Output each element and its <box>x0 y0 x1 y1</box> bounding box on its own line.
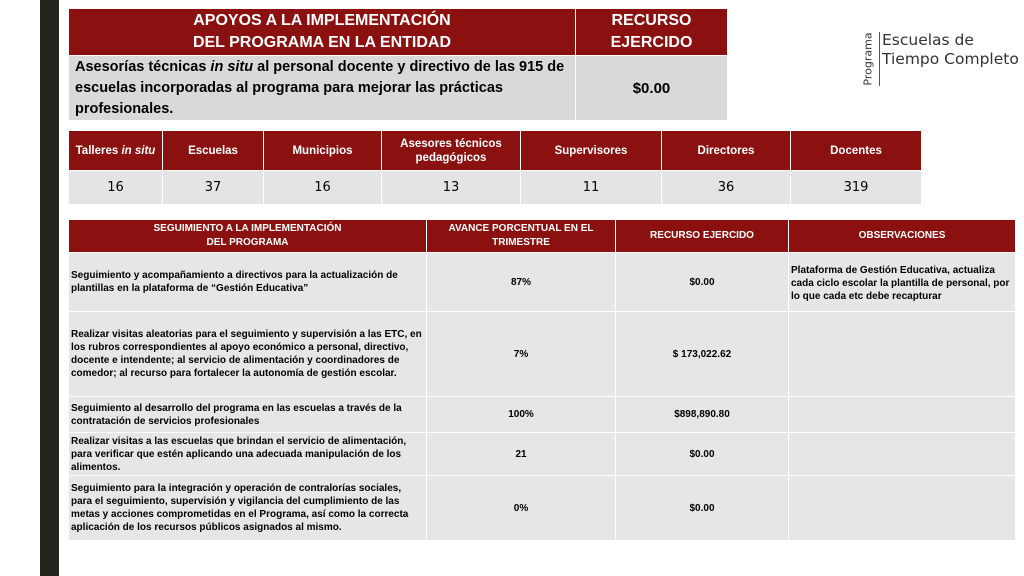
talleres-italic: in situ <box>121 144 156 157</box>
logo-line1: Escuelas de <box>882 31 974 49</box>
row-description: Realizar visitas aleatorias para el seguimiento y supervisión a las ETC, en los rubros correspondientes al apoyo económico a personal, directivo, docente e intendente; al servicio de alimentación y coordinadores de comedor; al recurso para fortalecer la autonomía de gestión escolar. <box>69 312 427 397</box>
row-avance: 100% <box>427 397 616 433</box>
recurso-header <box>576 9 728 56</box>
desc-pre: Asesorías técnicas <box>75 59 211 75</box>
logo-vertical-label <box>858 28 878 90</box>
row-observaciones <box>789 476 1016 541</box>
stats-value-supervisores: 11 <box>521 171 662 205</box>
row-avance: 0% <box>427 476 616 541</box>
row-description: Seguimiento para la integración y operación de contralorías sociales, para el seguimiento, supervisión y vigilancia del cumplimiento de las metas y acciones comprometidas en el Programa, así como la correcta aplicación de los recursos públicos asignados al mismo. <box>69 476 427 541</box>
desc-italic: in situ <box>210 59 254 75</box>
stats-header-escuelas: Escuelas <box>163 131 264 171</box>
table-row <box>69 312 1016 397</box>
stats-header-docentes: Docentes <box>791 131 922 171</box>
seguimiento-table <box>68 219 1016 541</box>
stats-value-escuelas: 37 <box>163 171 264 205</box>
stats-header-directores: Directores <box>662 131 791 171</box>
stats-header-supervisores: Supervisores <box>521 131 662 171</box>
row-observaciones <box>789 312 1016 397</box>
apoyos-table <box>68 8 728 121</box>
stats-value-docentes: 319 <box>791 171 922 205</box>
recurso-header-line2: EJERCIDO <box>610 34 693 51</box>
row-avance: 87% <box>427 253 616 312</box>
program-logo <box>858 28 1018 90</box>
apoyos-amount: $0.00 <box>576 56 728 121</box>
stats-value-asesores: 13 <box>382 171 521 205</box>
row-recurso: $898,890.80 <box>616 397 789 433</box>
logo-line2: Tiempo Completo <box>882 50 1019 68</box>
table-row <box>69 397 1016 433</box>
apoyos-header-line2: DEL PROGRAMA EN LA ENTIDAD <box>192 34 452 51</box>
logo-text <box>882 31 1019 69</box>
row-recurso: $0.00 <box>616 433 789 476</box>
table-row <box>69 476 1016 541</box>
table-row <box>69 433 1016 476</box>
apoyos-description <box>69 56 576 121</box>
row-recurso: $ 173,022.62 <box>616 312 789 397</box>
apoyos-header <box>69 9 576 56</box>
stats-table <box>68 130 922 205</box>
logo-divider <box>879 32 880 86</box>
stats-header-talleres <box>69 131 163 171</box>
stats-value-directores: 36 <box>662 171 791 205</box>
stats-header-municipios: Municipios <box>264 131 382 171</box>
row-observaciones <box>789 433 1016 476</box>
seguimiento-header <box>69 220 427 253</box>
stats-value-talleres: 16 <box>69 171 163 205</box>
recurso-header-line1: RECURSO <box>611 12 692 29</box>
talleres-pre: Talleres <box>75 144 122 157</box>
observaciones-header: OBSERVACIONES <box>789 220 1016 253</box>
seguimiento-header-line2: DEL PROGRAMA <box>206 237 289 248</box>
row-description: Realizar visitas a las escuelas que brindan el servicio de alimentación, para verificar que estén aplicando una adecuada manipulación de los alimentos. <box>69 433 427 476</box>
row-avance: 21 <box>427 433 616 476</box>
row-recurso: $0.00 <box>616 253 789 312</box>
stats-value-municipios: 16 <box>264 171 382 205</box>
row-observaciones <box>789 397 1016 433</box>
row-description: Seguimiento y acompañamiento a directivos para la actualización de plantillas en la plataforma de “Gestión Educativa” <box>69 253 427 312</box>
seguimiento-header-line1: SEGUIMIENTO A LA IMPLEMENTACIÓN <box>153 223 342 234</box>
left-side-bar <box>40 0 59 576</box>
table-row <box>69 253 1016 312</box>
logo-vertical-text: Programa <box>861 32 875 86</box>
avance-header: AVANCE PORCENTUAL EN EL TRIMESTRE <box>427 220 616 253</box>
row-recurso: $0.00 <box>616 476 789 541</box>
row-avance: 7% <box>427 312 616 397</box>
recurso-ejercido-header: RECURSO EJERCIDO <box>616 220 789 253</box>
apoyos-header-line1: APOYOS A LA IMPLEMENTACIÓN <box>193 12 451 29</box>
row-observaciones: Plataforma de Gestión Educativa, actualiza cada ciclo escolar la plantilla de personal, por lo que cada etc debe recapturar <box>789 253 1016 312</box>
stats-header-asesores: Asesores técnicos pedagógicos <box>382 131 521 171</box>
row-description: Seguimiento al desarrollo del programa en las escuelas a través de la contratación de servicios profesionales <box>69 397 427 433</box>
desc-post: al personal docente y directivo de las 915 de escuelas incorporadas al programa para mejorar las prácticas profesionales. <box>75 59 565 117</box>
